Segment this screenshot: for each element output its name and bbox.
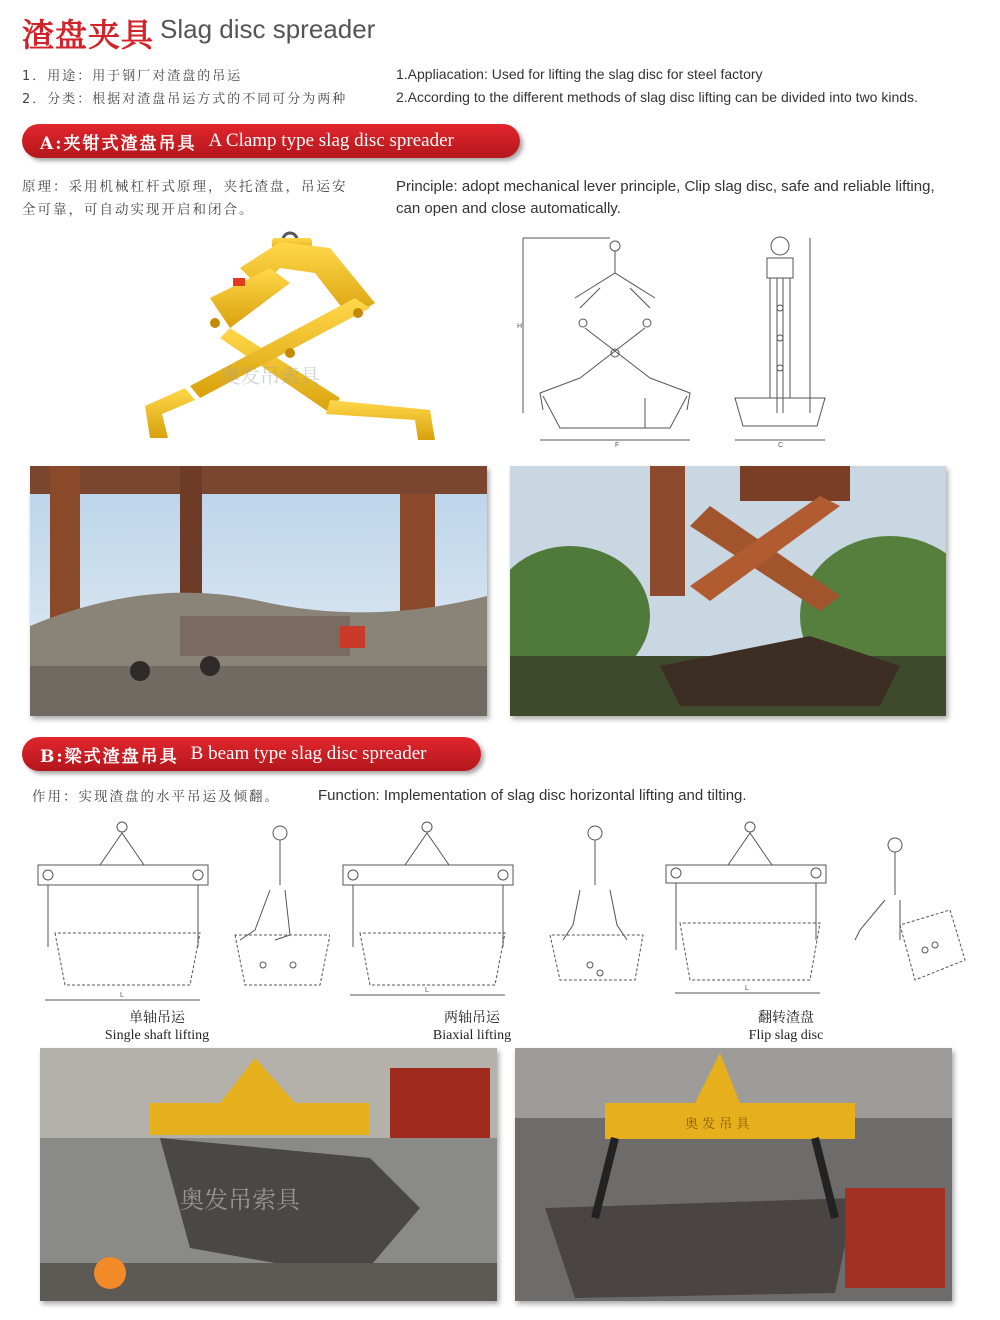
caption-single-shaft-en: Single shaft lifting (104, 1028, 210, 1043)
section-b-banner (22, 737, 481, 771)
dim-f: F (615, 442, 620, 449)
caption-biaxial (402, 1010, 542, 1044)
caption-flip-en: Flip slag disc (748, 1028, 824, 1043)
biaxial-drawing (335, 815, 645, 1005)
clamp-spreader-image (140, 228, 440, 443)
section-a-banner (22, 124, 520, 158)
page-title-cn: 渣盘夹具 (22, 16, 155, 54)
function-cn: 作用：实现渣盘的水平吊运及倾翻。 (32, 789, 280, 805)
principle-en-2: can open and close automatically. (396, 200, 621, 217)
principle-cn-2: 全可靠，可自动实现开启和闭合。 (22, 202, 255, 218)
intro-en-1: 1.Appliacation: Used for lifting the slag disc for steel factory (396, 66, 763, 82)
intro-en-2: 2.According to the different methods of slag disc lifting can be divided into two kinds. (396, 89, 918, 105)
caption-biaxial-cn: 两轴吊运 (444, 1011, 500, 1026)
single-shaft-drawing (30, 815, 330, 1005)
principle-cn-1: 原理：采用机械杠杆式原理，夹托渣盘，吊运安 (22, 179, 348, 195)
caption-single-shaft (87, 1010, 227, 1044)
function-en: Function: Implementation of slag disc horizontal lifting and tilting. (318, 787, 747, 804)
dim-l-2: L (425, 987, 429, 994)
principle-en-1: Principle: adopt mechanical lever principle, Clip slag disc, safe and reliable lifting, (396, 178, 935, 195)
caption-flip-cn: 翻转渣盘 (758, 1011, 814, 1026)
dim-l-1: L (120, 992, 124, 999)
photo-gantry-crane (30, 466, 487, 716)
intro-cn-1: 1．用途：用于钢厂对渣盘的吊运 (22, 69, 243, 84)
caption-single-shaft-cn: 单轴吊运 (129, 1011, 185, 1026)
beam-text: 奥 发 吊 具 (685, 1117, 750, 1132)
photo-beam-single (40, 1048, 497, 1301)
dim-l-3: L (745, 985, 749, 992)
intro-cn-2: 2．分类：根据对渣盘吊运方式的不同可分为两种 (22, 92, 348, 107)
flip-drawing (660, 815, 970, 1005)
photo-clamp-in-use (510, 466, 946, 716)
caption-biaxial-en: Biaxial lifting (432, 1028, 512, 1043)
caption-flip (716, 1010, 856, 1044)
clamp-front-drawing (515, 228, 710, 450)
clamp-side-drawing (725, 228, 840, 450)
dim-c: C (778, 442, 784, 449)
watermark-text: 奥发吊索具 (220, 364, 320, 388)
page-title-en: Slag disc spreader (160, 14, 376, 44)
section-b-banner-cn: B:梁式渣盘吊具 (40, 746, 179, 767)
dim-h: H (517, 323, 523, 330)
section-a-banner-en: A Clamp type slag disc spreader (208, 130, 454, 151)
watermark-b1: 奥发吊索具 (180, 1186, 300, 1214)
photo-beam-biaxial (515, 1048, 952, 1301)
section-b-banner-en: B beam type slag disc spreader (190, 743, 427, 764)
section-a-banner-cn: A:夹钳式渣盘吊具 (40, 133, 197, 154)
